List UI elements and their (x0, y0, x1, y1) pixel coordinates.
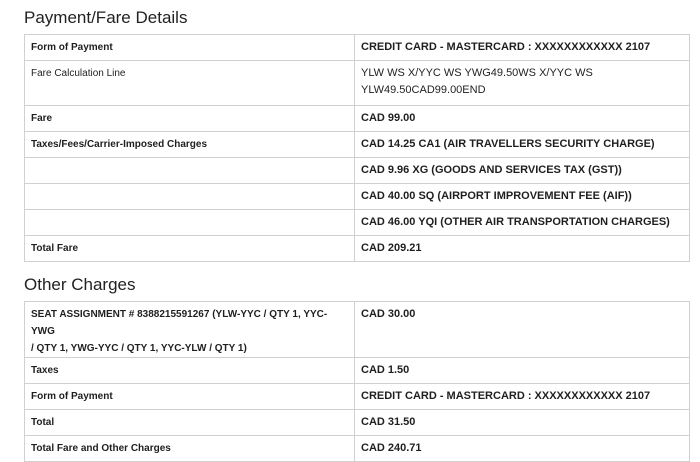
empty-label (31, 184, 348, 188)
tax-sq-value: CAD 40.00 SQ (AIRPORT IMPROVEMENT FEE (AIF)) (361, 190, 632, 202)
table-row-taxes (25, 358, 690, 384)
value-cell (355, 358, 690, 384)
table-row-seat-assignment (25, 302, 690, 358)
label-cell (25, 106, 355, 132)
table-row-tax-yqi (25, 210, 690, 236)
table-row-form-of-payment (25, 35, 690, 61)
table-row-total-fare (25, 236, 690, 262)
other-charges-title: Other Charges (24, 275, 136, 294)
value-cell (355, 236, 690, 262)
value-cell (355, 132, 690, 158)
tax-yqi-value: CAD 46.00 YQI (OTHER AIR TRANSPORTATION CHARGES) (361, 216, 670, 228)
value-cell (355, 184, 690, 210)
form-of-payment-value: CREDIT CARD - MASTERCARD : XXXXXXXXXXXX 2107 (361, 41, 651, 53)
empty-label-cell (25, 158, 355, 184)
label-cell (25, 358, 355, 384)
seat-assignment-line-2: / QTY 1, YWG-YYC / QTY 1, YYC-YLW / QTY 1) (31, 343, 247, 354)
table-row-taxes-fees (25, 132, 690, 158)
value-cell (355, 61, 690, 106)
tax-ca1-value: CAD 14.25 CA1 (AIR TRAVELLERS SECURITY CHARGE) (361, 138, 655, 150)
fare-label: Fare (31, 113, 53, 124)
table-row-tax-xg (25, 158, 690, 184)
other-form-of-payment-label: Form of Payment (31, 391, 113, 402)
value-cell (355, 210, 690, 236)
label-cell (25, 61, 355, 106)
total-label: Total (31, 417, 55, 428)
fare-value: CAD 99.00 (361, 112, 416, 124)
fare-calculation-line-label: Fare Calculation Line (31, 68, 126, 79)
value-cell (355, 35, 690, 61)
value-cell (355, 384, 690, 410)
fare-calculation-line-value (361, 61, 683, 99)
value-cell (355, 302, 690, 358)
other-charges-table (24, 301, 690, 462)
label-cell (25, 132, 355, 158)
value-cell (355, 410, 690, 436)
fare-calculation-line-1: YLW WS X/YYC WS YWG49.50WS X/YYC WS (361, 67, 593, 79)
empty-label (31, 158, 348, 162)
payment-fare-details-table (24, 34, 690, 262)
other-form-of-payment-value: CREDIT CARD - MASTERCARD : XXXXXXXXXXXX 2107 (361, 390, 651, 402)
table-row-fare-calculation-line (25, 61, 690, 106)
fare-calculation-line-2: YLW49.50CAD99.00END (361, 84, 486, 96)
table-row-other-form-of-payment (25, 384, 690, 410)
seat-assignment-value: CAD 30.00 (361, 308, 416, 320)
total-value: CAD 31.50 (361, 416, 416, 428)
empty-label (31, 210, 348, 214)
tax-xg-value: CAD 9.96 XG (GOODS AND SERVICES TAX (GST)) (361, 164, 622, 176)
total-fare-value: CAD 209.21 (361, 242, 422, 254)
grand-total-value: CAD 240.71 (361, 442, 422, 454)
taxes-fees-label: Taxes/Fees/Carrier-Imposed Charges (31, 139, 208, 150)
value-cell (355, 158, 690, 184)
payment-fare-details-title: Payment/Fare Details (24, 8, 188, 27)
label-cell (25, 384, 355, 410)
total-fare-label: Total Fare (31, 243, 79, 254)
taxes-label: Taxes (31, 365, 59, 376)
label-cell (25, 236, 355, 262)
label-cell (25, 35, 355, 61)
empty-label-cell (25, 210, 355, 236)
empty-label-cell (25, 184, 355, 210)
seat-assignment-line-1: SEAT ASSIGNMENT # 8388215591267 (YLW-YYC / QTY 1, YYC-YWG (31, 309, 328, 337)
label-cell (25, 410, 355, 436)
table-row-total (25, 410, 690, 436)
value-cell (355, 106, 690, 132)
label-cell (25, 302, 355, 358)
form-of-payment-label: Form of Payment (31, 42, 113, 53)
seat-assignment-label (31, 302, 348, 357)
table-row-fare (25, 106, 690, 132)
grand-total-label: Total Fare and Other Charges (31, 443, 171, 454)
taxes-value: CAD 1.50 (361, 364, 410, 376)
table-row-tax-sq (25, 184, 690, 210)
